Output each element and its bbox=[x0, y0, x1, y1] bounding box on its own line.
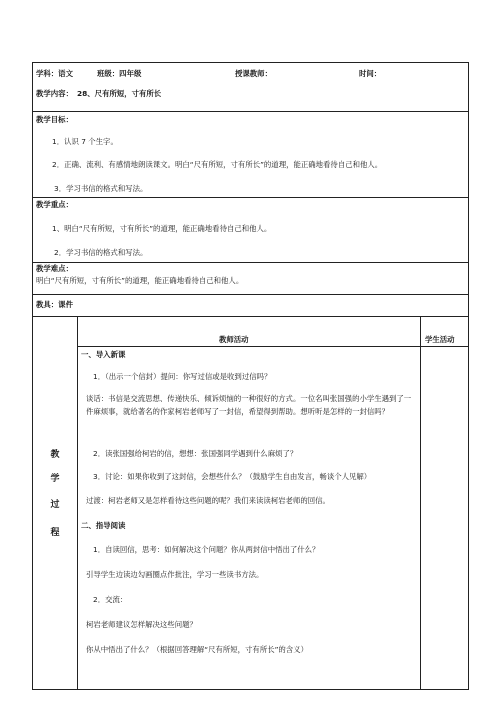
paragraph: 2．读张国强给柯岩的信，想想：张国强同学遇到什么麻烦了？ bbox=[93, 449, 298, 458]
divider bbox=[77, 346, 469, 347]
section-title: 一、导入新课 bbox=[81, 350, 126, 359]
difficulty-text: 明白“尺有所短，寸有所长”的道理，能正确地看待自己和他人。 bbox=[36, 276, 244, 285]
paragraph: 过渡：柯岩老师又是怎样看待这些问题的呢？我们来读读柯岩老师的回信。 bbox=[86, 496, 330, 505]
key-point-item: 2．学习书信的格式和写法。 bbox=[54, 248, 148, 257]
divider bbox=[32, 262, 469, 263]
teacher-activity-header: 教师活动 bbox=[219, 335, 249, 344]
paragraph: 2．交流： bbox=[93, 595, 128, 604]
divider bbox=[32, 294, 469, 295]
section-title: 二、指导阅读 bbox=[81, 521, 126, 530]
time-label: 时间： bbox=[359, 69, 382, 78]
divider bbox=[32, 111, 469, 112]
content-label: 教学内容： bbox=[36, 89, 73, 98]
paragraph: 引导学生边读边勾画圈点作批注，学习一些读书方法。 bbox=[86, 570, 264, 579]
divider bbox=[32, 316, 469, 317]
divider bbox=[32, 197, 469, 198]
key-point-item: 1、明白“尺有所短，寸有所长”的道理，能正确地看待自己和他人。 bbox=[52, 224, 272, 233]
paragraph: 1．（出示一个信封）提问：你写过信或是收到过信吗？ bbox=[93, 372, 272, 381]
content-value: 28、尺有所短，寸有所长 bbox=[77, 89, 162, 98]
difficulty-title: 教学难点： bbox=[36, 264, 73, 273]
paragraph: 3．讨论：如果你收到了这封信，会想些什么？（鼓励学生自由发言，畅谈个人见解） bbox=[93, 472, 372, 481]
process-label-char: 程 bbox=[50, 528, 60, 538]
paragraph: 柯岩老师建议怎样解决这些问题？ bbox=[86, 620, 197, 629]
goal-item: 1．认识 7 个生字。 bbox=[52, 137, 118, 146]
goal-item: 2．正确、流利、有感情地朗读课文。明白“尺有所短，寸有所长”的道理，能正确地看待自己和他人。 bbox=[52, 160, 383, 169]
paragraph: 你从中悟出了什么？（根据回答理解“尺有所短，寸有所长”的含义） bbox=[86, 645, 308, 654]
subject-label: 学科：语文 bbox=[36, 69, 73, 78]
goal-item: 3．学习书信的格式和写法。 bbox=[54, 184, 148, 193]
divider bbox=[77, 316, 78, 690]
teacher-label: 授课教师： bbox=[235, 69, 272, 78]
process-label-char: 过 bbox=[50, 500, 60, 510]
divider bbox=[420, 316, 421, 690]
paragraph: 谈话：书信是交流思想、传递快乐、倾诉烦恼的一种很好的方式。一位名叫张国强的小学生遇到了一件麻烦事，就给著名的作家柯岩老师写了一封信，希望得到帮助。想听听是怎样的一封信吗？ bbox=[86, 394, 412, 416]
goals-title: 教学目标： bbox=[36, 115, 73, 124]
process-label-char: 教 bbox=[50, 450, 60, 460]
student-activity-header: 学生活动 bbox=[425, 335, 455, 344]
key-points-title: 教学重点： bbox=[36, 200, 73, 209]
process-label-char: 学 bbox=[50, 474, 60, 484]
tools-label: 教具：课件 bbox=[36, 300, 73, 309]
grade-label: 班级：四年级 bbox=[97, 69, 142, 78]
paragraph: 1．自读回信，思考：如何解决这个问题？你从两封信中悟出了什么？ bbox=[93, 545, 320, 554]
